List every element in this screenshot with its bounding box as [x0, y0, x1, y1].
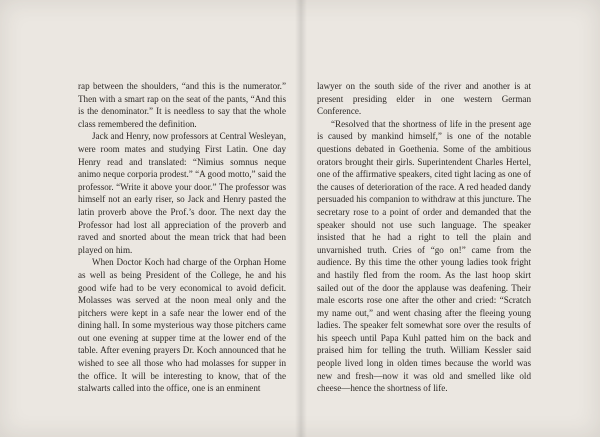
- paragraph: “Resolved that the shortness of life in the present age is caused by mankind himself,” is one of the notable questions debated in Goethenia. Some of the ambitious orators brought their girls. Superintendent Charles Hertel, one of the affirmative speakers, cited tight lacing as one of the causes of deterioration of the race. A red headed dandy persuaded his companion to withdraw at this juncture. The secretary rose to a point of order and demanded that the speaker should not use such language. The speaker insisted that he had a right to tell the plain and unvarnished truth. Cries of “go on!” came from the audience. By this time the other young ladies took fright and hastily fled from the room. As the last hoop skirt sailed out of the door the applause was deafening. Their male escorts rose one after the other and cried: “Scratch my name out,” and went chasing after the fleeing young ladies. The speaker felt somewhat sore over the results of his speech until Papa Kuhl patted him on the back and praised him for telling the truth. William Kessler said people lived long in olden times because the world was new and fresh—now it was old and smelled like old cheese—hence the shortness of life.: [317, 118, 531, 394]
- page-gutter: [295, 0, 307, 437]
- paragraph: When Doctor Koch had charge of the Orphan Home as well as being President of the College, he and his good wife had to be very economical to avoid deficit. Molasses was served at the noon meal only and the pitchers were kept in a safe near the lower end of the dining hall. In some mysterious way those pitchers came out one evening at supper time at the lower end of the table. After evening prayers Dr. Koch announced that he wished to see all those who had molasses for supper in the office. It will be interesting to know, that of the stalwarts called into the office, one is an enminent: [78, 257, 286, 394]
- paragraph: Jack and Henry, now professors at Central Wesleyan, were room mates and studying First Latin. One day Henry read and translated: “Nimius somnus neque animo neque corporia prodest.” “A good motto,” said the professor. “Write it above your door.” The professor was himself not an early riser, so Jack and Henry pasted the latin proverb above the Prof.’s door. The next day the Professor had lost all appreciation of the proverb and raved and snorted about the mean trick that had been played on him.: [78, 131, 286, 255]
- paragraph: rap between the shoulders, “and this is the numerator.” Then with a smart rap on the seat of the pants, “And this is the denominator.” It is needless to say that the whole class remembered the definition.: [78, 81, 286, 129]
- right-page-column: [317, 80, 531, 395]
- paragraph: lawyer on the south side of the river and another is at present presiding elder in one western German Conference.: [317, 81, 531, 117]
- left-page-column: [78, 80, 286, 395]
